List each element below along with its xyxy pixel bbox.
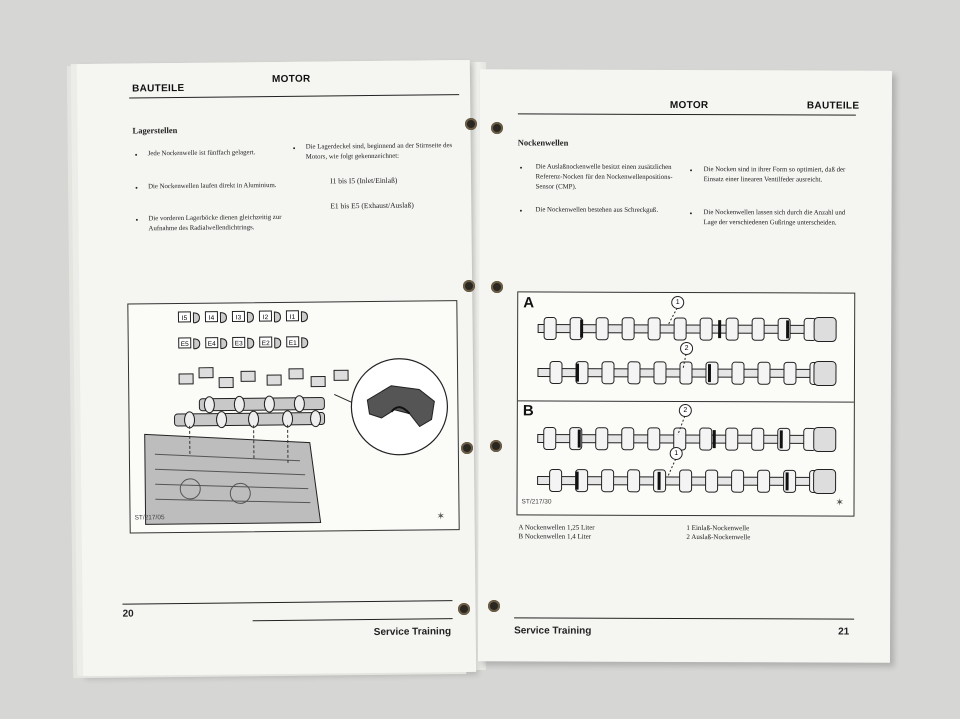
cam-lobe — [778, 428, 790, 450]
right-bullet-1: Die Auslaßnockenwelle besitzt einen zusätzlichen Referenz-Nocken für den Nockenwellenpositions-Sensor (CMP). — [535, 163, 673, 191]
right-header-section: BAUTEILE — [806, 100, 860, 112]
cast-ring — [786, 472, 789, 490]
brand-star-icon: ✶ — [436, 511, 446, 523]
right-col-bullet-1: Die Lagerdeckel sind, beginnend an der Stirnseite des Motors, wie folgt gekennzeichnet: — [305, 142, 453, 161]
left-header-chapter: MOTOR — [271, 73, 311, 86]
cap-label: E4 — [207, 340, 216, 348]
cam-lobe — [732, 470, 744, 492]
camshaft-flange — [814, 469, 836, 493]
bearing-cap — [193, 313, 199, 323]
cam-lobe — [784, 362, 796, 384]
cam-lobe — [752, 428, 764, 450]
cam-lobe — [732, 362, 744, 384]
panel-a-label: A — [523, 294, 535, 312]
cast-ring — [786, 320, 789, 338]
bullet-dot: • — [689, 166, 693, 176]
cam-lobe — [758, 362, 770, 384]
bullet-dot: • — [292, 143, 296, 153]
panel-b-label: B — [522, 402, 534, 420]
cam-lobe — [654, 362, 666, 384]
cast-ring — [718, 320, 721, 338]
left-footer-rule — [122, 600, 452, 604]
bearing-cap-figure — [127, 300, 459, 533]
cam-lobe — [550, 362, 562, 384]
left-header-rule — [129, 94, 459, 98]
right-page — [478, 69, 892, 662]
cam-lobe — [628, 470, 640, 492]
cap-label: I2 — [262, 314, 269, 322]
left-footer-title: Service Training — [373, 626, 452, 638]
cap-label: I4 — [208, 314, 215, 322]
left-header-section: BAUTEILE — [132, 82, 185, 95]
binder-hole — [490, 440, 502, 452]
cam-lobe — [596, 428, 608, 450]
cam-lobe — [544, 428, 556, 450]
cast-ring — [578, 430, 581, 448]
legend-left — [518, 523, 594, 541]
left-section-title: Lagerstellen — [132, 125, 178, 136]
cam-lobe — [602, 362, 614, 384]
right-footer-title: Service Training — [514, 625, 592, 637]
cam-lobe — [706, 470, 718, 492]
cast-ring — [780, 430, 783, 448]
left-page-number: 20 — [122, 608, 134, 620]
bearing-cap — [302, 338, 308, 348]
cam-lobe — [680, 362, 692, 384]
cast-ring — [658, 472, 661, 490]
bullet-dot: • — [135, 183, 138, 193]
bearing-cap — [301, 312, 307, 322]
bearing-cap — [248, 338, 254, 348]
cam-lobe — [726, 318, 738, 340]
callout-a2: 2 — [680, 342, 693, 355]
cap-label: E1 — [288, 339, 297, 347]
cam-lobe — [700, 318, 712, 340]
binder-hole — [461, 442, 473, 454]
cast-ring — [580, 320, 583, 338]
bearing-cap — [220, 313, 226, 323]
cast-ring — [708, 364, 711, 382]
cast-ring — [713, 430, 716, 448]
cam-lobe — [752, 318, 764, 340]
camshaft-flange — [814, 427, 836, 451]
right-header-chapter: MOTOR — [669, 99, 709, 112]
camshaft-flange — [814, 317, 836, 341]
cam-lobe — [622, 428, 634, 450]
figure-code: ST/217/30 — [521, 498, 552, 506]
bearing-cap — [274, 312, 280, 322]
inlet-range: I1 bis I5 (Inlet/Einlaß) — [329, 175, 398, 186]
cam-lobe — [622, 318, 634, 340]
legend-item: B Nockenwellen 1,4 Liter — [518, 532, 592, 541]
right-col-bullet-2: Die Nockenwellen lassen sich durch die Anzahl und Lage der verschiedenen Gußringe unterscheiden. — [703, 209, 846, 227]
bearing-cap — [221, 339, 227, 349]
cam-lobe — [706, 362, 718, 384]
brand-star-icon: ✶ — [835, 497, 844, 509]
cast-ring — [576, 472, 579, 490]
cam-lobe — [648, 318, 660, 340]
cap-label: E3 — [234, 340, 243, 348]
bullet-dot: • — [134, 150, 138, 160]
right-bullet-2: Die Nockenwellen bestehen aus Schreckguß. — [535, 206, 659, 214]
legend-right — [686, 524, 750, 542]
cap-label: E2 — [261, 340, 270, 348]
cam-lobe — [784, 470, 796, 492]
cam-lobe — [544, 318, 556, 340]
callout-leader — [668, 459, 676, 477]
cam-lobe — [726, 428, 738, 450]
cap-label: E5 — [180, 340, 189, 349]
cam-lobe — [758, 470, 770, 492]
cam-lobe — [602, 470, 614, 492]
camshaft-figure — [516, 291, 855, 516]
legend-item: A Nockenwellen 1,25 Liter — [518, 523, 595, 532]
cap-label: I1 — [289, 313, 296, 321]
left-page — [77, 60, 476, 676]
legend-item: 2 Auslaß-Nockenwelle — [686, 533, 751, 542]
right-header-rule — [518, 113, 856, 115]
camshaft-flange — [814, 361, 836, 385]
right-section-title: Nockenwellen — [517, 137, 569, 148]
legend-item: 1 Einlaß-Nockenwelle — [686, 524, 750, 533]
bullet-dot: • — [519, 206, 523, 216]
left-bullet-2: Die Nockenwellen laufen direkt in Aluminium. — [148, 181, 277, 191]
binder-hole — [491, 281, 503, 293]
right-page-number: 21 — [838, 626, 850, 638]
cam-lobe — [674, 318, 686, 340]
binder-hole — [463, 280, 475, 292]
right-col-bullet-1: Die Nocken sind in ihrer Form so optimiert, daß der Einsatz einer linearen Ventilfeder ausreicht. — [703, 166, 846, 184]
cam-lobe — [550, 470, 562, 492]
left-footer-rule-2 — [253, 618, 453, 621]
left-bullet-3: Die vorderen Lagerböcke dienen gleichzeitig zur Aufnahme des Radialwellendichtrings. — [148, 213, 282, 233]
bearing-cap-illustration — [128, 301, 458, 532]
bearing-cap — [247, 312, 253, 322]
bearing-cap — [275, 338, 281, 348]
cast-ring — [576, 364, 579, 382]
cam-lobe — [628, 362, 640, 384]
callout-b1: 1 — [670, 447, 683, 460]
binder-hole — [491, 122, 503, 134]
cam-lobe — [596, 318, 608, 340]
callout-b2: 2 — [679, 404, 692, 417]
right-footer-rule — [514, 617, 854, 619]
callout-a1: 1 — [671, 296, 684, 309]
cam-lobe — [680, 470, 692, 492]
cam-lobe — [700, 428, 712, 450]
bullet-dot: • — [135, 215, 139, 225]
binder-hole — [458, 603, 470, 615]
figure-code: ST/217/05 — [134, 514, 165, 522]
cam-lobe — [648, 428, 660, 450]
bullet-dot: • — [519, 163, 523, 173]
bearing-cap — [194, 339, 200, 349]
cap-label: I5 — [181, 314, 188, 322]
exhaust-range: E1 bis E5 (Exhaust/Auslaß) — [330, 200, 414, 211]
binder-hole — [488, 600, 500, 612]
bullet-dot: • — [689, 209, 693, 219]
binder-hole — [465, 118, 477, 130]
left-bullet-1: Jede Nockenwelle ist fünffach gelagert. — [147, 149, 256, 158]
cap-label: I3 — [235, 314, 242, 322]
